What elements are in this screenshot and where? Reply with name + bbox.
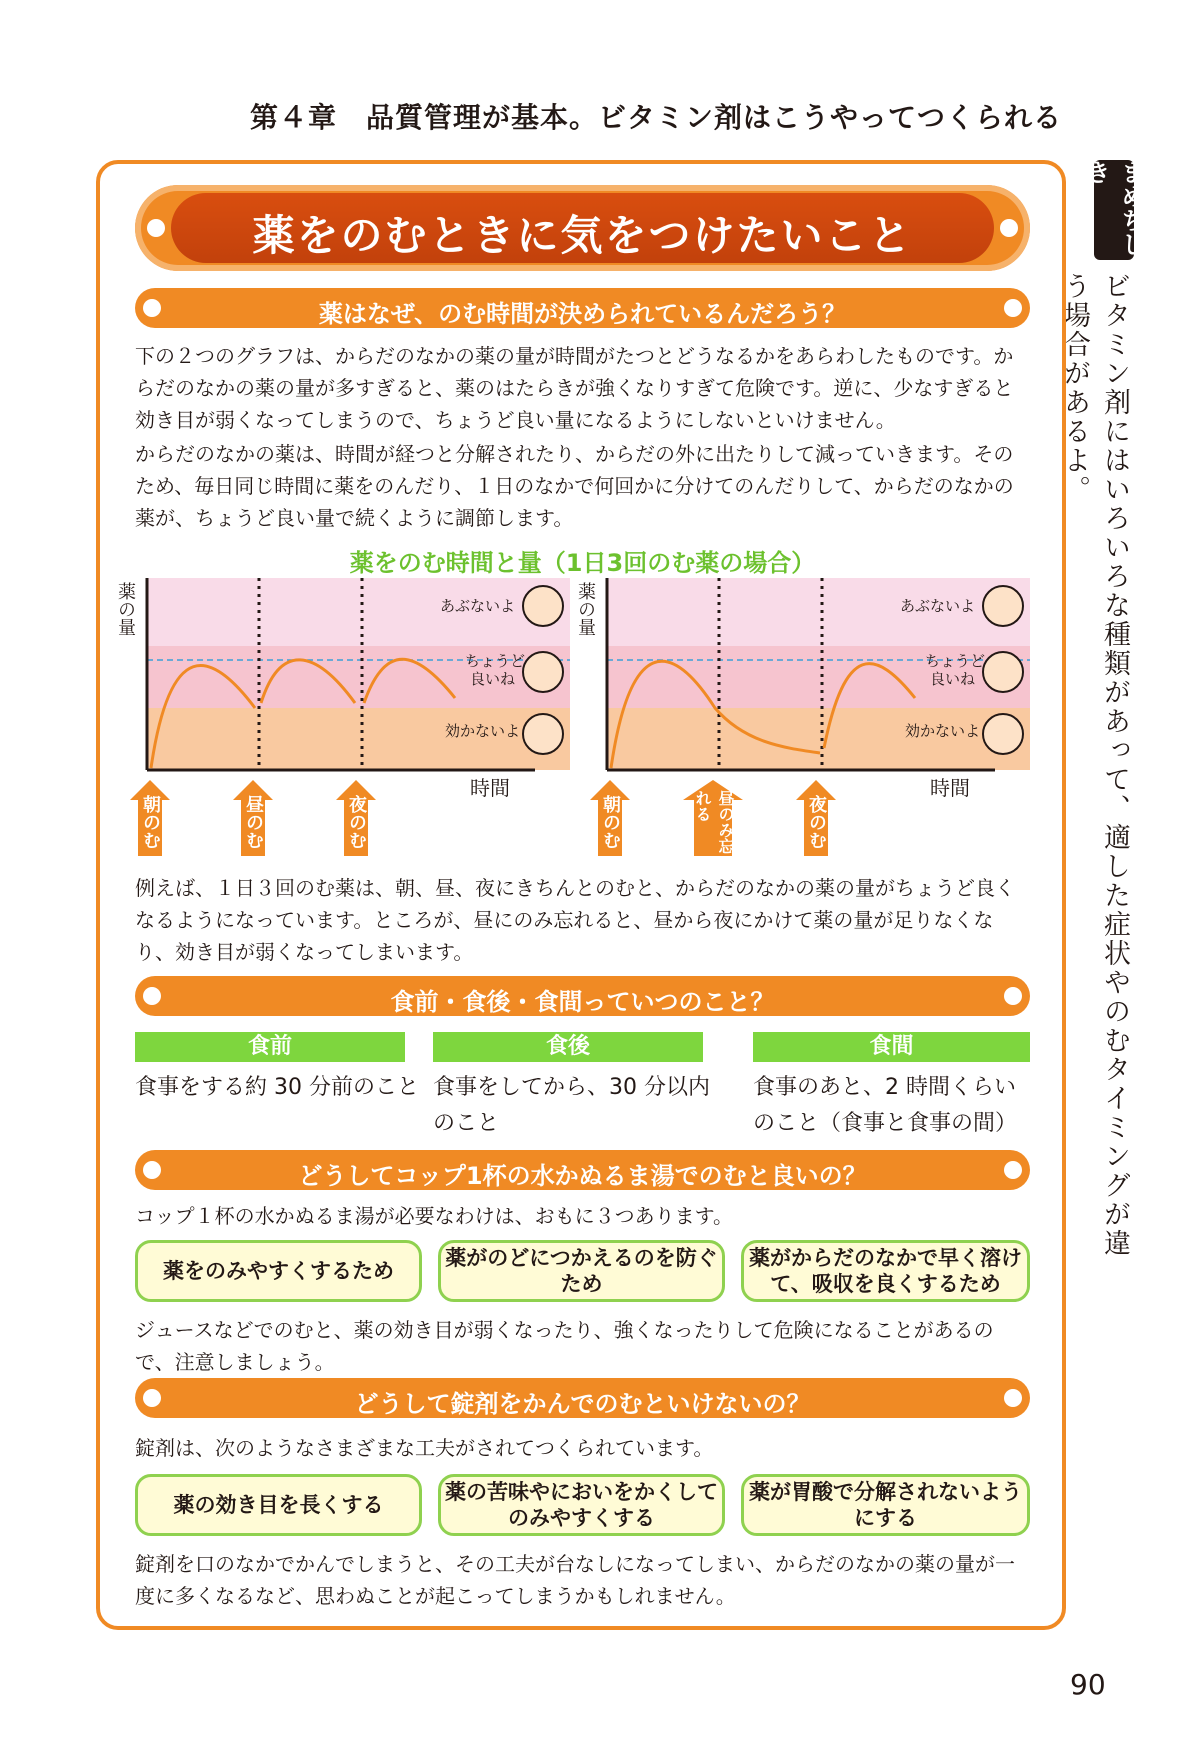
tablet-feature-3: 薬が胃酸で分解されないようにする (741, 1474, 1030, 1536)
chart1-good-label2: 良いね (470, 670, 516, 688)
section3-note: ジュースなどでのむと、薬の効き目が弱くなったり、強くなったりして危険になることがあるので、注意しましょう。 (135, 1318, 994, 1374)
section1-title: 薬はなぜ、のむ時間が決められているんだろう？ (318, 300, 847, 328)
dose-noon-label: 昼のむ (243, 795, 264, 849)
section3-header (135, 1150, 1030, 1190)
water-reason-2: 薬がのどにつかえるのを防ぐため (438, 1240, 725, 1302)
chart1-ylabel: 薬の量 (115, 582, 136, 636)
chart-regular-doses (115, 578, 570, 778)
dose2-night-label: 夜のむ (806, 795, 827, 849)
timing-before-meal-desc: 食事をする約 30 分前のこと (135, 1075, 419, 1100)
page-number: 90 (1070, 1668, 1106, 1701)
timing-between-meals-desc: 食事のあと、2 時間くらいのこと（食事と食事の間） (753, 1075, 1018, 1136)
timing-before-meal: 食前 (135, 1032, 405, 1062)
face-good-icon (523, 652, 563, 692)
chart1-good-label1: ちょうど (465, 652, 526, 670)
chart2-weak-label: 効かないよ (905, 722, 981, 740)
section1-header (135, 288, 1030, 328)
section2-title: 食前・食後・食間っていつのこと？ (390, 988, 775, 1016)
banner-title: 薬をのむときに気をつけたいこと (252, 211, 913, 260)
chart2-good-label1: ちょうど (925, 652, 986, 670)
tablet-feature-1: 薬の効き目を長くする (135, 1474, 422, 1536)
section1-paragraph3: 例えば、１日３回のむ薬は、朝、昼、夜にきちんとのむと、からだのなかの薬の量がちょうど良くなるようになっています。ところが、昼にのみ忘れると、昼から夜にかけて薬の量が足りなくなり、効き目が弱くなってしまいます。 (135, 876, 1015, 964)
face-danger-icon (523, 586, 563, 626)
section3-intro: コップ１杯の水かぬるま湯が必要なわけは、おもに３つあります。 (135, 1204, 733, 1228)
section4-header (135, 1378, 1030, 1418)
side-note: ビタミン剤にはいろいろな種類があって、適した症状やのむタイミングが違う場合があるよ。 (1059, 272, 1130, 1258)
main-banner (135, 185, 1030, 271)
face-weak-icon (983, 714, 1023, 754)
section1-paragraph1: 下の２つのグラフは、からだのなかの薬の量が時間がたつとどうなるかをあらわしたものです。からだのなかの薬の量が多すぎると、薬のはたらきが強くなりすぎて危険です。逆に、少なすぎると効き目が弱くなってしまうので、ちょうど良い量になるようにしないといけません。 (135, 344, 1014, 432)
face-danger-icon (983, 586, 1023, 626)
water-reason-1: 薬をのみやすくするため (135, 1240, 422, 1302)
chart2-ylabel: 薬の量 (575, 582, 596, 636)
chart2-danger-label: あぶないよ (900, 597, 976, 615)
chart2-xlabel: 時間 (930, 776, 970, 800)
chart-title: 薬をのむ時間と量（1日3回のむ薬の場合） (349, 549, 816, 577)
chart1-xlabel: 時間 (470, 776, 510, 800)
face-good-icon (983, 652, 1023, 692)
section4-note: 錠剤を口のなかでかんでしまうと、その工夫が台なしになってしまい、からだのなかの薬の量が一度に多くなるなど、思わぬことが起こってしまうかもしれません。 (135, 1552, 1015, 1608)
chart-missed-dose (575, 578, 1030, 778)
chart2-good-label2: 良いね (930, 670, 976, 688)
timing-between-meals: 食間 (753, 1032, 1030, 1062)
dose2-morning-label: 朝のむ (600, 795, 621, 849)
timing-after-meal: 食後 (433, 1032, 703, 1062)
chart1-weak-label: 効かないよ (445, 722, 521, 740)
section1-paragraph2: からだのなかの薬は、時間が経つと分解されたり、からだの外に出たりして減っていきます。そのため、毎日同じ時間に薬をのんだり、１日のなかで何回かに分けてのんだりして、からだのなかの薬が、ちょうど良い量で続くように調節します。 (135, 442, 1014, 530)
water-reason-3: 薬がからだのなかで早く溶けて、吸収を良くするため (741, 1240, 1030, 1302)
chart1-danger-label: あぶないよ (440, 597, 516, 615)
face-weak-icon (523, 714, 563, 754)
timing-after-meal-desc: 食事をしてから、30 分以内のこと (433, 1075, 710, 1136)
section4-intro: 錠剤は、次のようなさまざまな工夫がされてつくられています。 (135, 1436, 714, 1460)
side-tab-label: まめちしき (1094, 160, 1134, 260)
tablet-feature-2: 薬の苦味やにおいをかくしてのみやすくする (438, 1474, 725, 1536)
section3-title: どうしてコップ1杯の水かぬるま湯でのむと良いの？ (298, 1162, 867, 1190)
section4-title: どうして錠剤をかんでのむといけないの？ (354, 1390, 811, 1418)
dose2-forgot-label: 昼のみ忘れる (693, 790, 735, 854)
chapter-title: 第４章 品質管理が基本。ビタミン剤はこうやってつくられる (250, 101, 1063, 134)
section2-header (135, 976, 1030, 1016)
dose-night-label: 夜のむ (346, 795, 367, 849)
dose-morning-label: 朝のむ (140, 795, 161, 849)
